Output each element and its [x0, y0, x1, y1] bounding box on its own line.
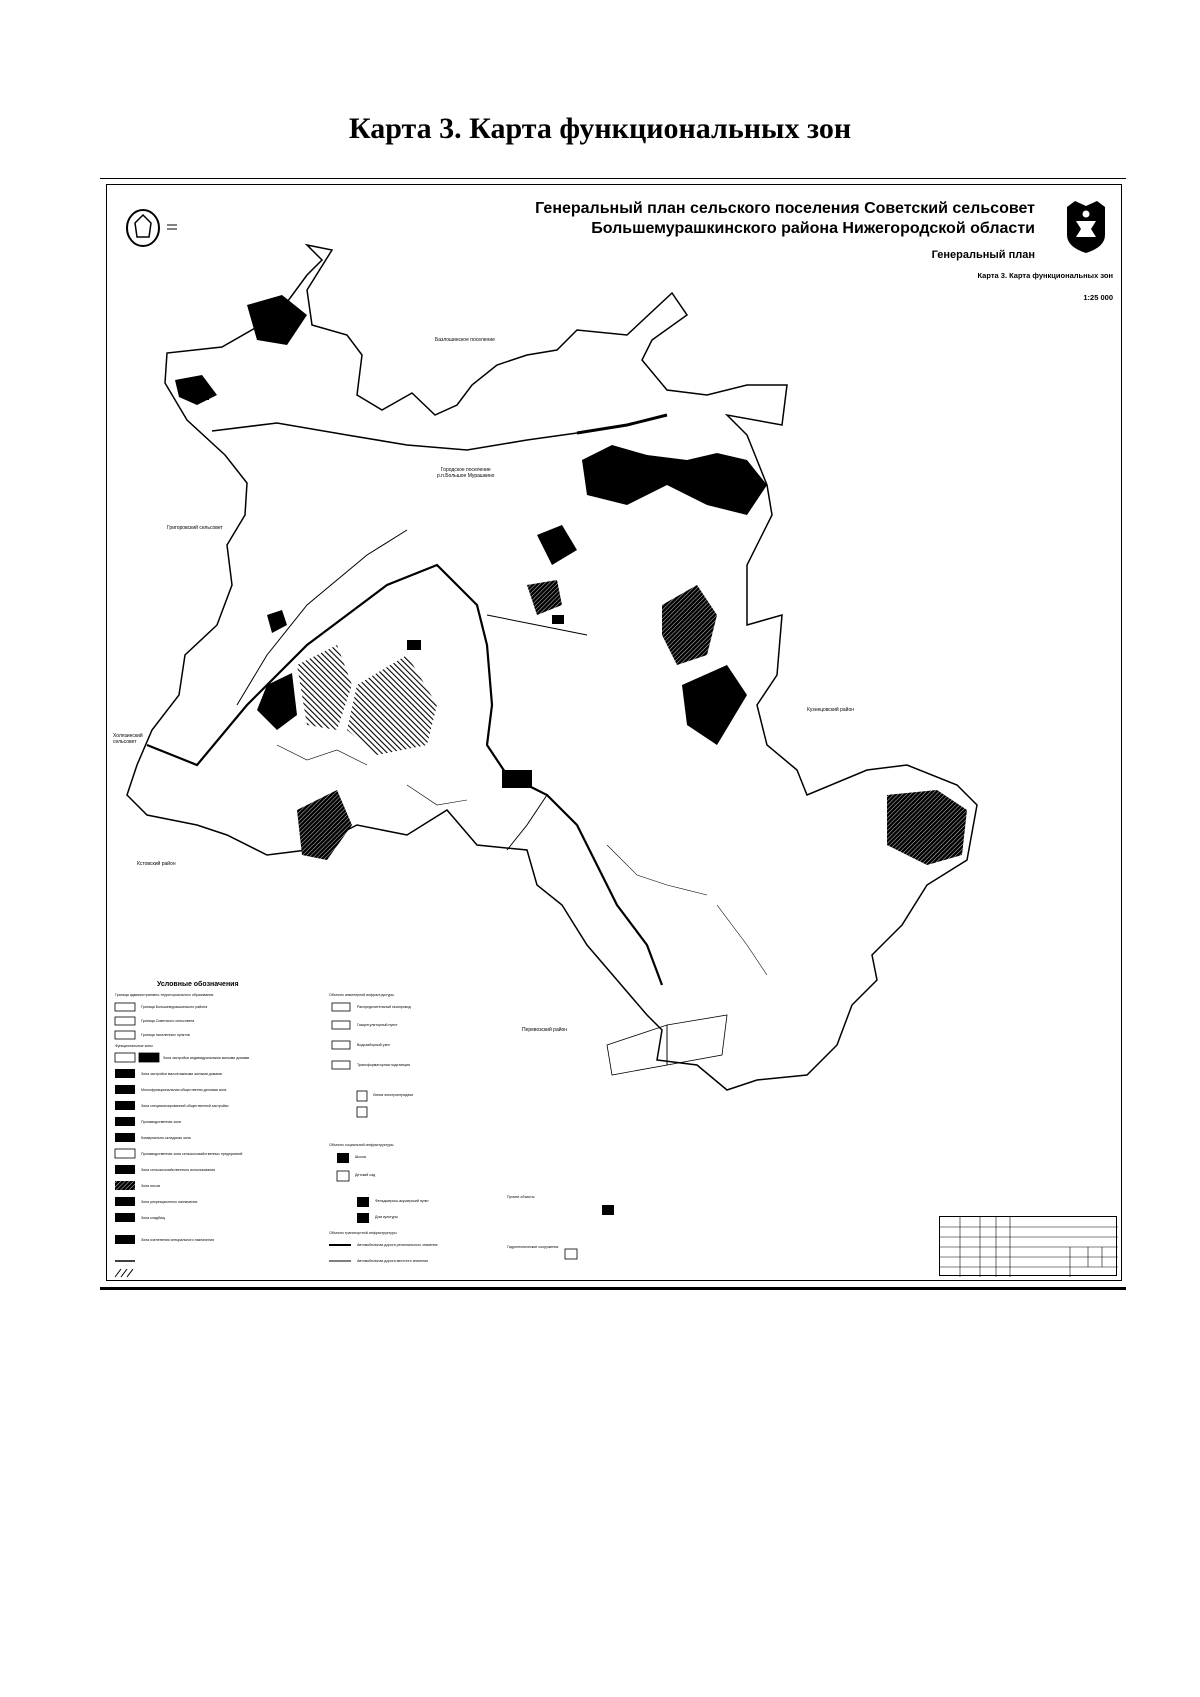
label-south: Перевозский район — [522, 1027, 568, 1033]
settlement-5 — [552, 615, 564, 624]
forest-se — [887, 790, 967, 865]
forest-e1 — [662, 585, 717, 665]
stream-4 — [407, 785, 467, 805]
legend-section: Функциональные зоны — [115, 1044, 153, 1048]
settlement-3 — [407, 640, 421, 650]
settlement-4 — [197, 390, 209, 400]
settlement-1 — [502, 770, 532, 788]
legend-item: Водозаборный узел — [357, 1043, 391, 1047]
page-title: Карта 3. Карта функциональных зон — [348, 112, 852, 145]
map-scale: 1:25 000 — [1083, 293, 1113, 302]
label-city: Городское поселение р.п.Большое Мурашкино — [437, 467, 495, 479]
road-north — [212, 423, 577, 450]
legend-item: Распределительный газопровод — [357, 1005, 411, 1009]
legend-item: Дом культуры — [375, 1215, 398, 1219]
forest-south — [297, 790, 352, 860]
road-main — [147, 565, 662, 985]
legend-item: Коммунально-складская зона — [141, 1136, 191, 1140]
legend-section: Объекты инженерной инфраструктуры — [329, 993, 394, 997]
header-line-2: Большемурашкинского района Нижегородской области — [591, 220, 1035, 237]
forest-e2 — [682, 665, 747, 745]
stream-3 — [717, 905, 767, 975]
legend-item: Граница населенных пунктов — [141, 1033, 190, 1037]
legend-item: Производственная зона сельскохозяйственных предприятий — [141, 1152, 243, 1156]
forest-nw — [175, 375, 217, 405]
field-parcel-south-2 — [667, 1015, 727, 1065]
legend-item: Трансформаторная подстанция — [357, 1063, 411, 1067]
legend-item: Фельдшерско-акушерский пункт — [375, 1199, 429, 1203]
legend-item: Граница Большемурашкинского района — [141, 1005, 208, 1009]
legend-item: Газорегуляторный пункт — [357, 1023, 398, 1027]
label-north: Базлошинское поселение — [435, 337, 495, 343]
map-frame[interactable] — [106, 184, 1122, 1281]
top-rule — [100, 178, 1126, 179]
forest-small1 — [267, 610, 287, 633]
legend-item: Зона рекреационного назначения — [141, 1200, 198, 1204]
label-west: Григоровский сельсовет — [167, 525, 223, 531]
legend-item: Граница Советского сельсовета — [141, 1019, 195, 1023]
legend-section: Объекты транспортной инфраструктуры — [329, 1231, 397, 1235]
legend-item: Линия электропередачи — [373, 1093, 414, 1097]
forest-small3 — [537, 525, 577, 565]
stream-1 — [277, 745, 367, 765]
legend-section: Граница административно-территориального образования — [115, 993, 214, 997]
road-east — [487, 615, 587, 635]
compass-icon — [121, 203, 179, 253]
header-line-1: Генеральный план сельского поселения Советский сельсовет — [535, 200, 1035, 217]
forest-small2 — [527, 580, 562, 615]
forest-center1 — [297, 645, 352, 730]
legend-item: Автомобильная дорога местного значения — [357, 1259, 429, 1263]
forest-ne — [582, 445, 767, 515]
legend-item: Детский сад — [355, 1173, 376, 1177]
legend-item: Зона кладбищ — [141, 1216, 165, 1220]
legend-section: Объекты социальной инфраструктуры — [329, 1143, 394, 1147]
legend-item: Гидротехнические сооружения — [507, 1245, 559, 1249]
label-east: Кузнецовский район — [807, 707, 854, 713]
stream-2 — [607, 845, 707, 895]
settlement-2 — [267, 313, 283, 325]
legend-item: Зона лесов — [141, 1184, 160, 1188]
header-line-3: Генеральный план — [931, 249, 1035, 261]
stamp-grid — [940, 1217, 1118, 1277]
header-line-4: Карта 3. Карта функциональных зон — [977, 271, 1113, 280]
legend-item: Школа — [355, 1155, 366, 1159]
legend-item: Зона сельскохозяйственного использования — [141, 1168, 216, 1172]
label-southwest-a: Холязинский сельсовет — [113, 733, 143, 745]
forest-center3 — [257, 673, 297, 730]
title-block-stamp — [939, 1216, 1117, 1276]
legend-item: Многофункциональная общественно-деловая зона — [141, 1088, 227, 1092]
legend-item: Автомобильная дорога регионального значения — [357, 1243, 438, 1247]
legend-title: Условные обозначения — [157, 981, 239, 988]
road-ne — [577, 415, 667, 433]
legend-item: Зона специализированной общественной застройки — [141, 1104, 229, 1108]
road-south — [507, 795, 547, 850]
map-canvas[interactable] — [107, 185, 1122, 1281]
legend-item: Зона застройки индивидуальными жилыми домами — [163, 1056, 250, 1060]
bottom-rule — [100, 1287, 1126, 1290]
legend-section: Прочие объекты — [507, 1195, 535, 1199]
legend-item: Зона застройки малоэтажными жилыми домами — [141, 1072, 222, 1076]
forest-center2 — [347, 655, 437, 755]
label-southwest-b: Кстовский район — [137, 861, 176, 867]
coat-of-arms-icon — [1061, 197, 1111, 255]
legend-item: Производственная зона — [141, 1120, 181, 1124]
settlement-boundary — [127, 245, 977, 1090]
legend-item: Зона озеленения специального назначения — [141, 1238, 214, 1242]
